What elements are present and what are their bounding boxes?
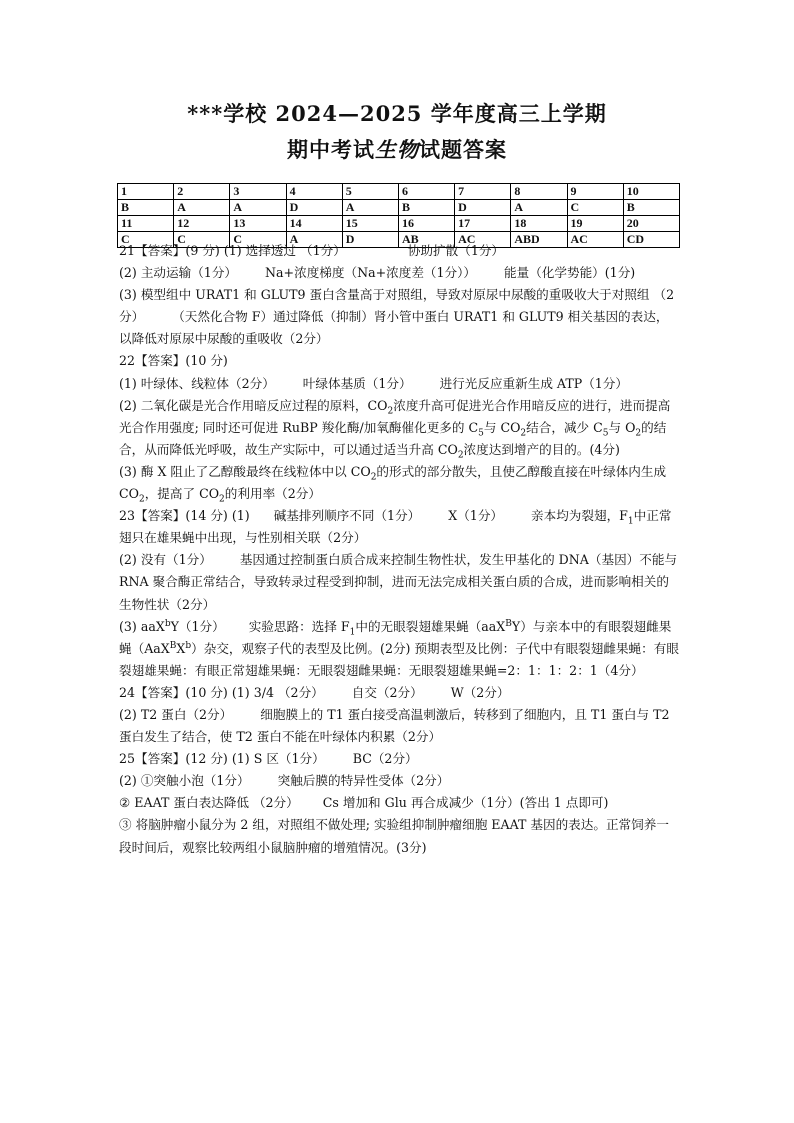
answer-table-cell: CD (623, 232, 679, 248)
answer-table-cell: AC (455, 232, 511, 248)
doc-title-line2 (0, 134, 794, 164)
answer-table-cell: C (174, 232, 230, 248)
answer-table-cell: 2 (174, 184, 230, 200)
answer-table-cell: 13 (230, 216, 286, 232)
q24-part2: (2) T2 蛋白（2分） 细胞膜上的 T1 蛋白接受高温刺激后，转移到了细胞内，且 T1 蛋白与 T2 蛋白发生了结合，使 T2 蛋白不能在叶绿体内积累（2分） (119, 706, 670, 745)
answer-table-cell: 3 (230, 184, 286, 200)
answer-body (119, 240, 679, 859)
answer-table-cell: 17 (455, 216, 511, 232)
answer-table-cell: D (342, 232, 398, 248)
answer-table-cell: 12 (174, 216, 230, 232)
answer-table-cell: 11 (118, 216, 174, 232)
answer-table-cell: 5 (342, 184, 398, 200)
answer-table-row (118, 216, 680, 232)
answer-table-cell: 1 (118, 184, 174, 200)
answer-table (117, 183, 680, 248)
answer-table-cell: B (623, 200, 679, 216)
answer-table-cell: 7 (455, 184, 511, 200)
q23-part1: 23【答案】(14 分) (1) 碱基排列顺序不同（1分） X（1分） 亲本均为裂翅，$F_1$中正常翅只在雄果蝇中出现，与性别相关联（2分） (119, 508, 672, 546)
q25-part2b: ② EAAT 蛋白表达降低 （2分） Cs 增加和 Glu 再合成减少（1分）(答出 1 点即可) (119, 795, 609, 811)
answer-table-cell: A (511, 200, 567, 216)
q22-part2: (2) 二氧化碳是光合作用暗反应过程的原料，$CO_2$浓度升高可促进光合作用暗反应的进行，进而提高光合作用强度; 同时还可促进 RuBP 羧化酶/加氧酶催化更多的 $C_5$与 $CO_2$结合，减少 $C_5$与 $O_2$的结合，从而降低光呼吸，故生产实际中，可以通过适当升高 $CO_2$浓度达到增产的目的。(4分) (119, 397, 671, 461)
answer-table-cell: 10 (623, 184, 679, 200)
q21-part3a: (3) 模型组中 URAT1 和 GLUT9 蛋白含量高于对照组，导致对原尿中尿酸的重吸收大于对照组 （2分） （天然化合物 F）通过降低（抑制）肾小管中蛋白 URAT1 和 GLUT9 相关基因的表达，以降低对原尿中尿酸的重吸收（2分） (119, 287, 675, 347)
q25-part2c: ③ 将脑肿瘤小鼠分为 2 组，对照组不做处理; 实验组抑制肿瘤细胞 EAAT 基因的表达。正常饲养一段时间后，观察比较两组小鼠脑肿瘤的增殖情况。(3分) (119, 817, 669, 855)
answer-table-cell: B (118, 200, 174, 216)
answer-table-cell: B (398, 200, 454, 216)
answer-table-cell: AB (398, 232, 454, 248)
title-prefix: 期中考试 (287, 137, 375, 162)
answer-table-cell: AC (567, 232, 623, 248)
answer-table-cell: A (342, 200, 398, 216)
q23-part3: (3) aaX$^b$Y（1分） 实验思路：选择 $F_1$中的无眼裂翅雄果蝇（aaX$^B$Y）与亲本中的有眼裂翅雌果蝇$(AaX^BX^b)$杂交，观察子代的表型及比例。(2分) 预期表型及比例：子代中有眼裂翅雌果蝇：有眼裂翅雄果蝇：有眼正常翅雄果蝇：无眼裂翅雌果蝇：无眼裂翅雄果蝇=2：1：1：2：1（4分） (119, 618, 679, 678)
answer-table-cell: 14 (286, 216, 342, 232)
answer-table-cell: A (230, 200, 286, 216)
answer-table-cell: C (567, 200, 623, 216)
doc-title-line1: ***学校 2024—2025 学年度高三上学期 (187, 101, 607, 126)
answer-table-cell: C (230, 232, 286, 248)
answer-table-cell: 18 (511, 216, 567, 232)
q22-head: 22【答案】(10 分) (119, 353, 228, 369)
q22-part1: (1) 叶绿体、线粒体（2分） 叶绿体基质（1分） 进行光反应重新生成 ATP（1分） (119, 375, 628, 391)
answer-table-cell: D (286, 200, 342, 216)
q23-part2: (2) 没有（1分） 基因通过控制蛋白质合成来控制生物性状，发生甲基化的 DNA（基因）不能与 RNA 聚合酶正常结合，导致转录过程受到抑制，进而无法完成相关蛋白质的合成，进而影响相关的生物性状（2分） (119, 552, 678, 612)
q24-part1: 24【答案】(10 分) (1) 3/4 （2分） 自交（2分） W（2分） (119, 684, 510, 700)
answer-table-cell: 19 (567, 216, 623, 232)
answer-table-cell: 9 (567, 184, 623, 200)
answer-table-cell: A (286, 232, 342, 248)
answer-table-cell: 4 (286, 184, 342, 200)
q21-line1: 21【答案】(9 分) (1) 选择透过 （1分） 协助扩散（1分） (119, 243, 505, 258)
answer-table-row (118, 200, 680, 216)
answer-table-cell: ABD (511, 232, 567, 248)
answer-table-row (118, 184, 680, 200)
answer-table-cell: 20 (623, 216, 679, 232)
q25-part1: 25【答案】(12 分) (1) S 区（1分） BC（2分） (119, 751, 418, 767)
q25-part2a: (2) ①突触小泡（1分） 突触后膜的特异性受体（2分） (119, 773, 450, 789)
answer-table-cell: 15 (342, 216, 398, 232)
answer-table-cell: C (118, 232, 174, 248)
answer-table-cell: A (174, 200, 230, 216)
title-suffix: 试题答案 (419, 137, 507, 162)
answer-table-cell: 8 (511, 184, 567, 200)
answer-table-cell: 16 (398, 216, 454, 232)
answer-table-cell: 6 (398, 184, 454, 200)
q21-line2: (2) 主动运输（1分） Na+浓度梯度（Na+浓度差（1分）） 能量（化学势能）(1分) (119, 265, 636, 281)
q22-part3: (3) 酶 X 阻止了乙醇酸最终在线粒体中以 $CO_2$的形式的部分散失，且使乙醇酸直接在叶绿体内生成 $CO_2$，提高了 $CO_2$的利用率（2分） (119, 463, 667, 505)
title-subject: 生物 (375, 137, 419, 162)
answer-table-cell: D (455, 200, 511, 216)
